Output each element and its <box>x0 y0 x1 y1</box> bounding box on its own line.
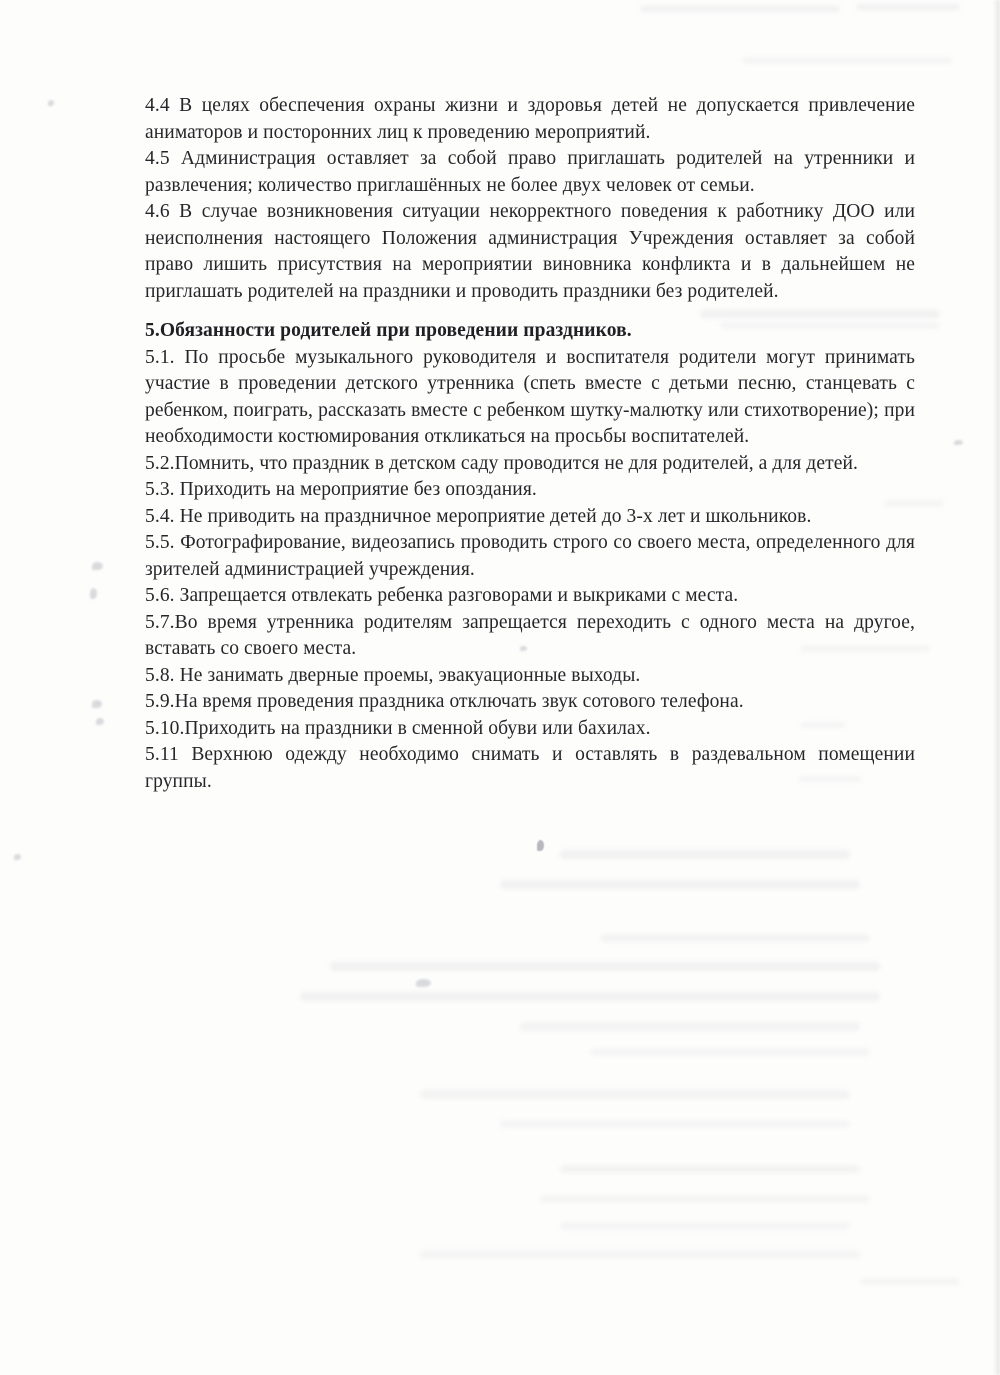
bleedthrough-line <box>560 850 850 859</box>
bleedthrough-line <box>420 1090 850 1099</box>
bleedthrough-line <box>590 1048 870 1056</box>
bleedthrough-line <box>600 934 870 942</box>
paragraph-5-5: 5.5. Фотографирование, видеозапись проводить строго со своего места, определенного для зрителей администрацией учреждения. <box>145 532 915 580</box>
paragraph-5-10: 5.10.Приходить на праздники в сменной обуви или бахилах. <box>145 717 651 739</box>
section-5-heading: 5.Обязанности родителей при проведении праздников. <box>145 320 632 341</box>
bleedthrough-line <box>330 962 880 971</box>
scan-speck <box>48 100 54 106</box>
bleedthrough-line <box>420 1250 860 1259</box>
bleedthrough-line <box>520 1022 860 1031</box>
bleedthrough-line <box>742 57 952 64</box>
scan-speck <box>90 588 97 599</box>
scan-speck <box>96 718 104 725</box>
bleedthrough-line <box>856 4 960 10</box>
paragraph-4-4: 4.4 В целях обеспечения охраны жизни и здоровья детей не допускается привлечение аниматоров и посторонних лиц к проведению мероприятий. <box>145 95 915 143</box>
paragraph-5-4: 5.4. Не приводить на праздничное мероприятие детей до 3-х лет и школьников. <box>145 505 812 527</box>
bleedthrough-line <box>800 722 846 728</box>
bleedthrough-line <box>720 322 940 329</box>
bleedthrough-line <box>540 1195 870 1203</box>
scan-speck <box>537 840 544 851</box>
scan-speck <box>92 562 103 570</box>
bleedthrough-line <box>560 1165 860 1173</box>
scan-speck <box>92 700 102 708</box>
paragraph-5-1: 5.1. По просьбе музыкального руководителя и воспитателя родители могут принимать участие в проведении детского утренника (спеть вместе с детьми песню, станцевать с ребенком, поиграть, рассказать вместе с ребенком шутку-малютку или стихотворение); при необходимости костюмирования откликаться на просьбы воспитателей. <box>145 346 915 447</box>
paragraph-5-2: 5.2.Помнить, что праздник в детском саду проводится не для родителей, а для детей. <box>145 452 858 474</box>
bleedthrough-line <box>300 992 880 1001</box>
bleedthrough-line <box>798 776 862 782</box>
paragraph-5-3: 5.3. Приходить на мероприятие без опоздания. <box>145 479 537 500</box>
paragraph-5-8: 5.8. Не занимать дверные проемы, эвакуационные выходы. <box>145 664 641 686</box>
bleedthrough-line <box>560 1222 850 1230</box>
bleedthrough-line <box>860 1278 960 1285</box>
scan-speck <box>416 979 431 987</box>
scan-speck <box>954 440 963 445</box>
paper-edge-shadow <box>993 0 1000 1375</box>
paragraph-5-11: 5.11 Верхнюю одежду необходимо снимать и оставлять в раздевальном помещении группы. <box>145 744 915 792</box>
bleedthrough-line <box>500 880 860 889</box>
bleedthrough-line <box>700 310 940 318</box>
scan-speck <box>520 646 527 651</box>
bleedthrough-line <box>884 500 944 507</box>
paragraph-4-5: 4.5 Администрация оставляет за собой право приглашать родителей на утренники и развлечения; количество приглашённых не более двух человек от семьи. <box>145 148 915 196</box>
paragraph-5-9: 5.9.На время проведения праздника отключать звук сотового телефона. <box>145 691 744 712</box>
document-body <box>145 93 915 795</box>
paragraph-5-6: 5.6. Запрещается отвлекать ребенка разговорами и выкриками с места. <box>145 585 739 606</box>
bleedthrough-line <box>640 6 840 12</box>
bleedthrough-line <box>800 645 930 652</box>
paragraph-5-7: 5.7.Во время утренника родителям запрещается переходить с одного места на другое, вставать со своего места. <box>145 611 915 659</box>
paragraph-4-6: 4.6 В случае возникновения ситуации некорректного поведения к работнику ДОО или неисполнения настоящего Положения администрация Учреждения оставляет за собой право лишить присутствия на мероприятии виновника конфликта и в дальнейшем не приглашать родителей на праздники и проводить праздники без родителей. <box>145 201 915 302</box>
bleedthrough-line <box>500 1120 850 1128</box>
scan-speck <box>14 854 21 860</box>
